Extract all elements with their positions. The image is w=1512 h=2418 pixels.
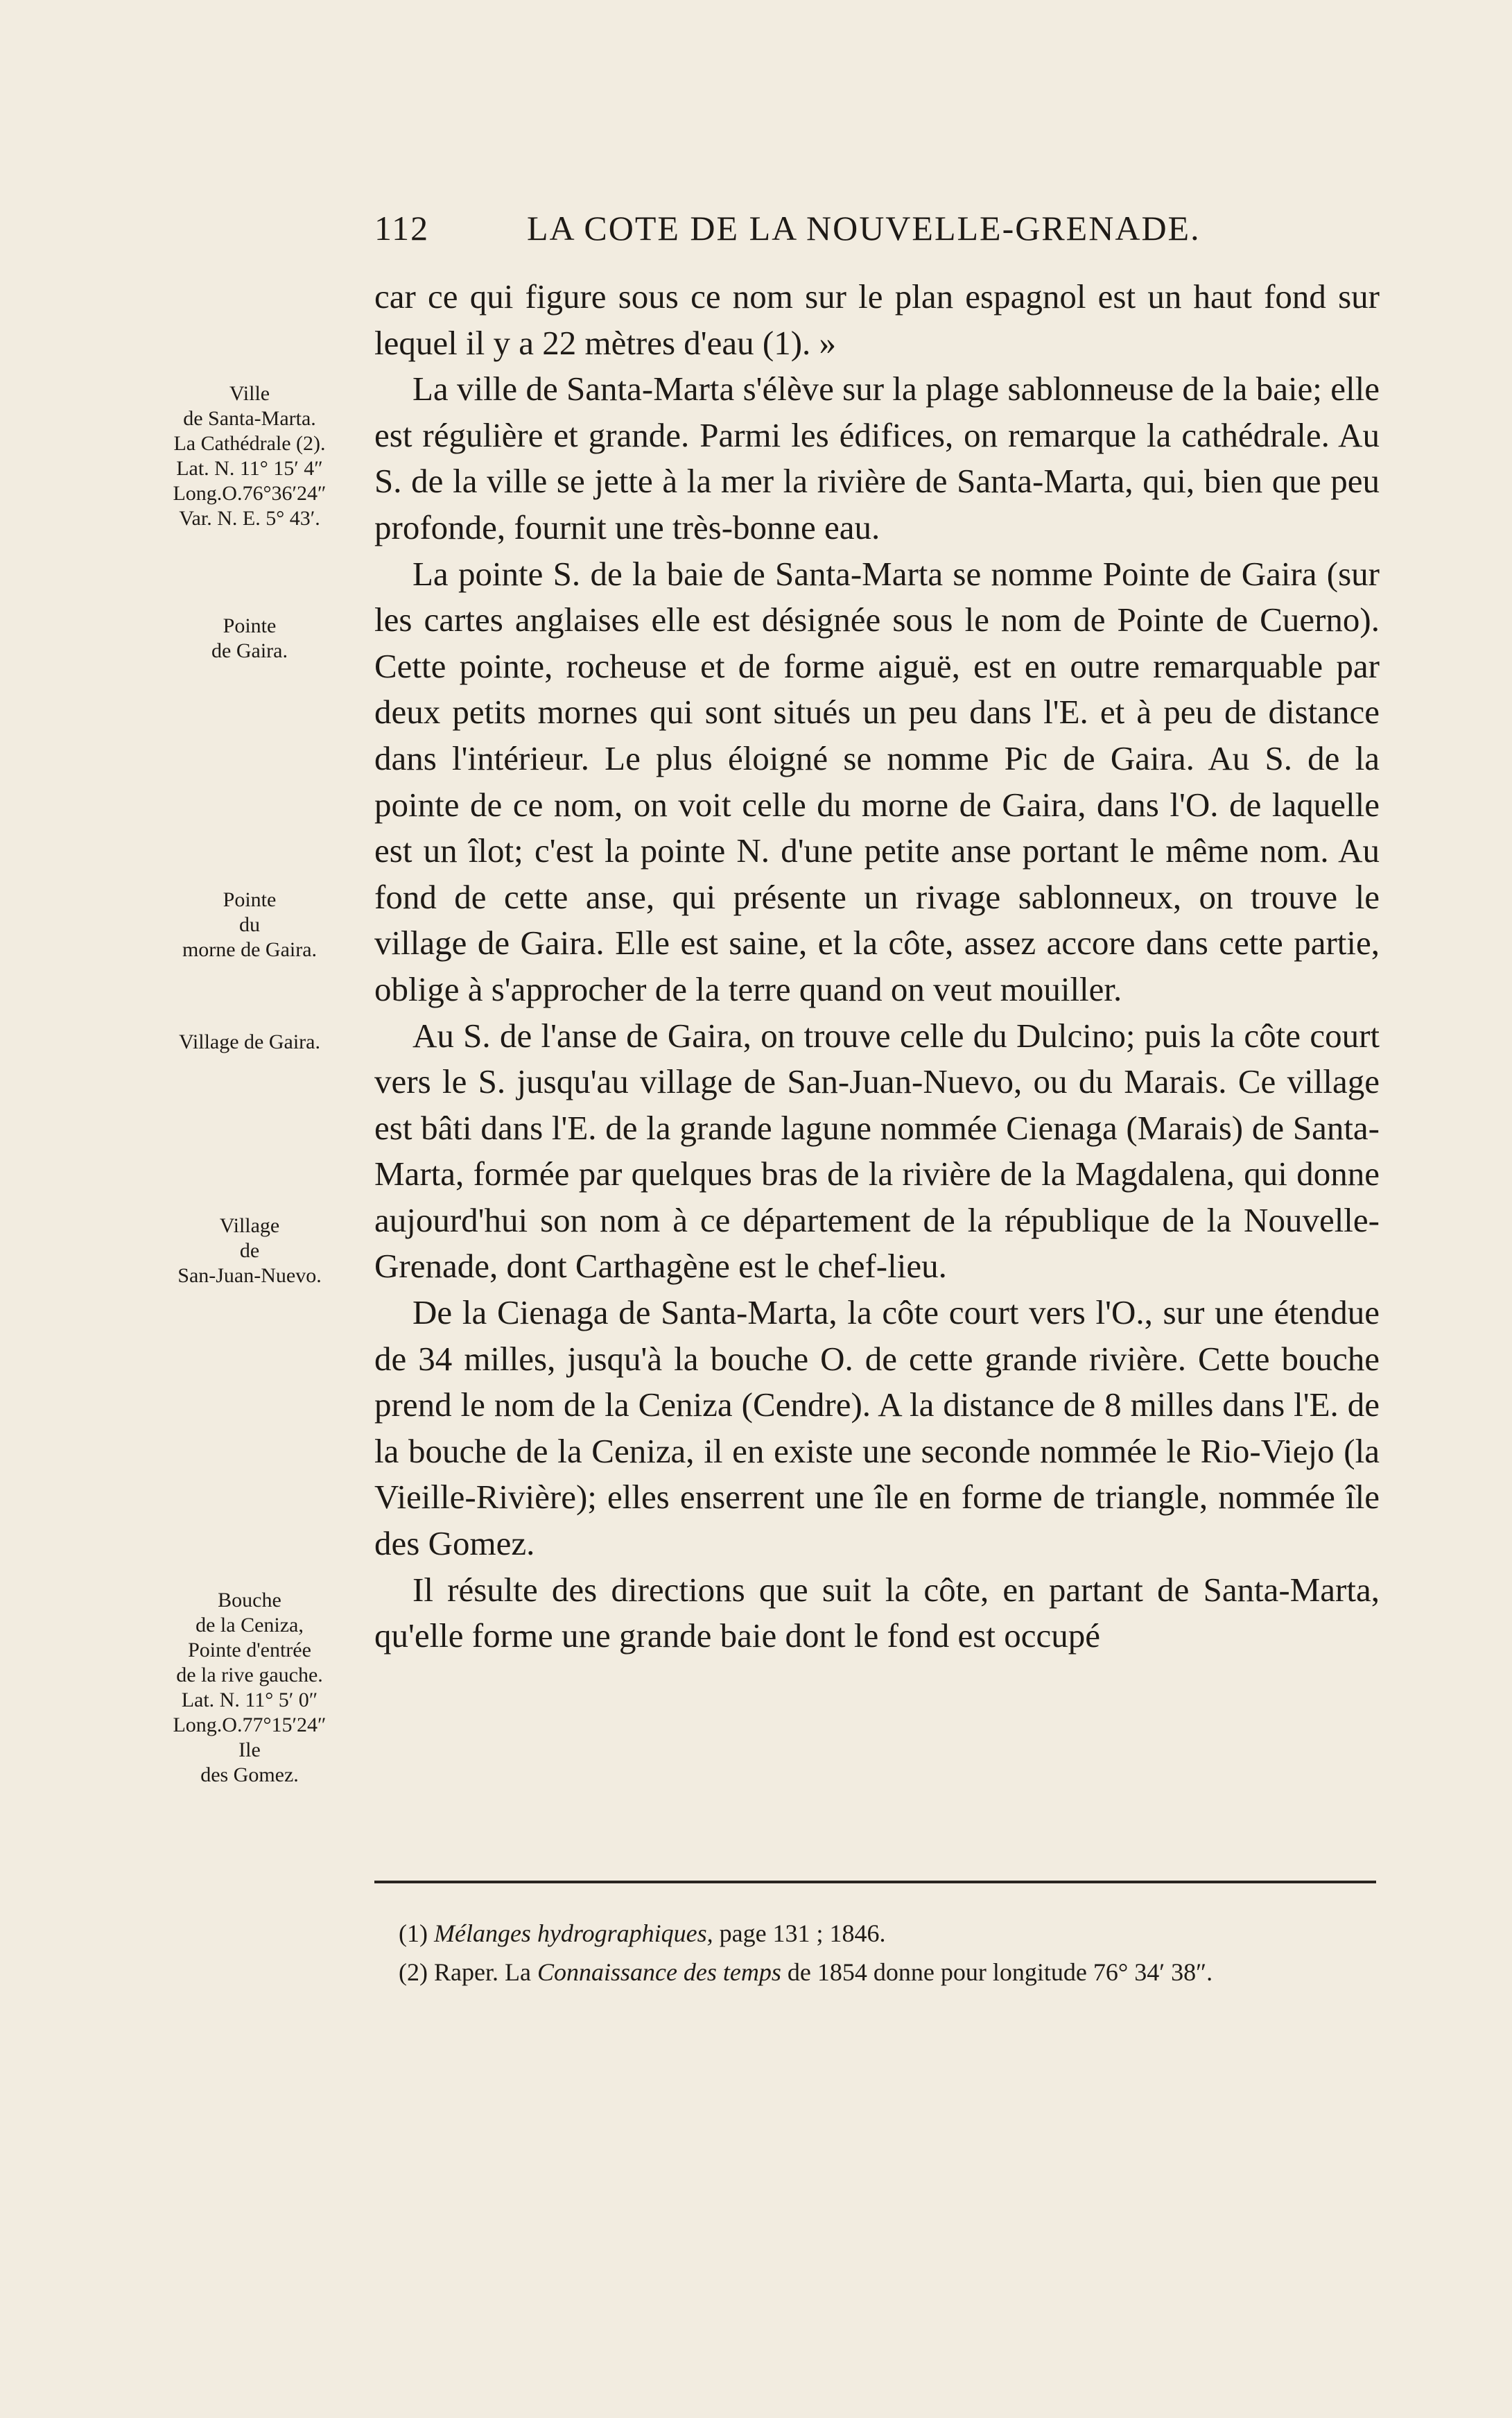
footnote-title: Mélanges hydrographiques, [433, 1919, 713, 1947]
margin-line: Long.O.77°15′24″ [173, 1713, 327, 1736]
margin-line: Ile [238, 1738, 261, 1761]
margin-line: des Gomez. [200, 1763, 299, 1786]
margin-line: de la rive gauche. [176, 1664, 323, 1686]
margin-line: Bouche [218, 1589, 281, 1612]
page-number: 112 [374, 209, 430, 248]
margin-line: San-Juan-Nuevo. [177, 1264, 322, 1287]
margin-line: de la Ceniza, [195, 1614, 304, 1637]
running-title: LA COTE DE LA NOUVELLE-GRENADE. [527, 209, 1201, 248]
margin-line: Var. N. E. 5° 43′. [179, 507, 320, 530]
footnote-2 [374, 1953, 1380, 1992]
running-header [374, 208, 1380, 248]
margin-note-village-san-juan-nuevo [132, 1214, 367, 1288]
footnote-rule [374, 1881, 1376, 1883]
footnote-1 [374, 1914, 1380, 1953]
footnote-text: page 131 ; 1846. [713, 1919, 886, 1947]
margin-note-village-gaira [132, 1030, 367, 1055]
main-text [374, 274, 1380, 1659]
margin-note-pointe-morne-gaira [132, 888, 367, 962]
footnotes [374, 1914, 1380, 1992]
margin-line: Lat. N. 11° 15′ 4″ [176, 457, 323, 480]
footnote-text: Raper. La [427, 1958, 537, 1986]
paragraph: car ce qui figure sous ce nom sur le plan espagnol est un haut fond sur lequel il y a 22 mètres d'eau (1). » [374, 277, 1380, 362]
footnote-mark: (1) [399, 1919, 428, 1947]
margin-line: Village [219, 1214, 280, 1237]
margin-line: de [239, 1239, 260, 1262]
margin-line: Lat. N. 11° 5′ 0″ [181, 1689, 318, 1711]
margin-line: morne de Gaira. [182, 938, 318, 961]
paragraph: La pointe S. de la baie de Santa-Marta se nomme Pointe de Gaira (sur les cartes anglaises elle est désignée sous le nom de Pointe de Cuerno). Cette pointe, rocheuse et de forme aiguë, est en outre remarquable par deux petits mornes qui sont situés un peu dans l'E. et à peu de distance dans l'intérieur. Le plus éloigné se nomme Pic de Gaira. Au S. de la pointe de ce nom, on voit celle du morne de Gaira, dans l'O. de laquelle est un îlot; c'est la pointe N. d'une petite anse portant le même nom. Au fond de cette anse, qui présente un rivage sablonneux, on trouve le village de Gaira. Elle est saine, et la côte, assez accore dans cette partie, oblige à s'approcher de la terre quand on veut mouiller. [374, 554, 1380, 1008]
margin-line: Pointe [223, 888, 277, 911]
paragraph: Au S. de l'anse de Gaira, on trouve celle du Dulcino; puis la côte court vers le S. jusqu'au village de San-Juan-Nuevo, ou du Marais. Ce village est bâti dans l'E. de la grande lagune nommée Cienaga (Marais) de Santa-Marta, formée par quelques bras de la rivière de la Magdalena, qui donne aujourd'hui son nom à ce département de la république de la Nouvelle-Grenade, dont Carthagène est le chef-lieu. [374, 1016, 1380, 1286]
margin-line: de Santa-Marta. [183, 407, 316, 430]
margin-note-pointe-gaira [132, 614, 367, 664]
margin-line: Pointe d'entrée [188, 1639, 311, 1661]
paragraph: De la Cienaga de Santa-Marta, la côte court vers l'O., sur une étendue de 34 milles, jusqu'à la bouche O. de cette grande rivière. Cette bouche prend le nom de la Ceniza (Cendre). A la distance de 8 milles dans l'E. de la bouche de la Ceniza, il en existe une seconde nommée le Rio-Viejo (la Vieille-Rivière); elles enserrent une île en forme de triangle, nommée île des Gomez. [374, 1293, 1380, 1563]
margin-line: de Gaira. [211, 639, 288, 662]
margin-line: La Cathédrale (2). [173, 432, 326, 455]
margin-line: Ville [229, 382, 270, 405]
margin-line: Village de Gaira. [179, 1030, 320, 1053]
margin-line: du [239, 913, 260, 936]
margin-line: Long.O.76°36′24″ [173, 482, 327, 505]
paragraph: Il résulte des directions que suit la côte, en partant de Santa-Marta, qu'elle forme une grande baie dont le fond est occupé [374, 1570, 1380, 1655]
margin-note-bouche-ceniza [132, 1588, 367, 1788]
paragraph: La ville de Santa-Marta s'élève sur la plage sablonneuse de la baie; elle est régulière et grande. Parmi les édifices, on remarque la cathédrale. Au S. de la ville se jette à la mer la rivière de Santa-Marta, qui, bien que peu profonde, fournit une très-bonne eau. [374, 370, 1380, 546]
margin-note-ville-santa-marta [132, 381, 367, 531]
footnote-text: de 1854 donne pour longitude 76° 34′ 38″. [781, 1958, 1213, 1986]
footnote-mark: (2) [399, 1958, 428, 1986]
margin-line: Pointe [223, 614, 277, 637]
footnote-title: Connaissance des temps [537, 1958, 781, 1986]
